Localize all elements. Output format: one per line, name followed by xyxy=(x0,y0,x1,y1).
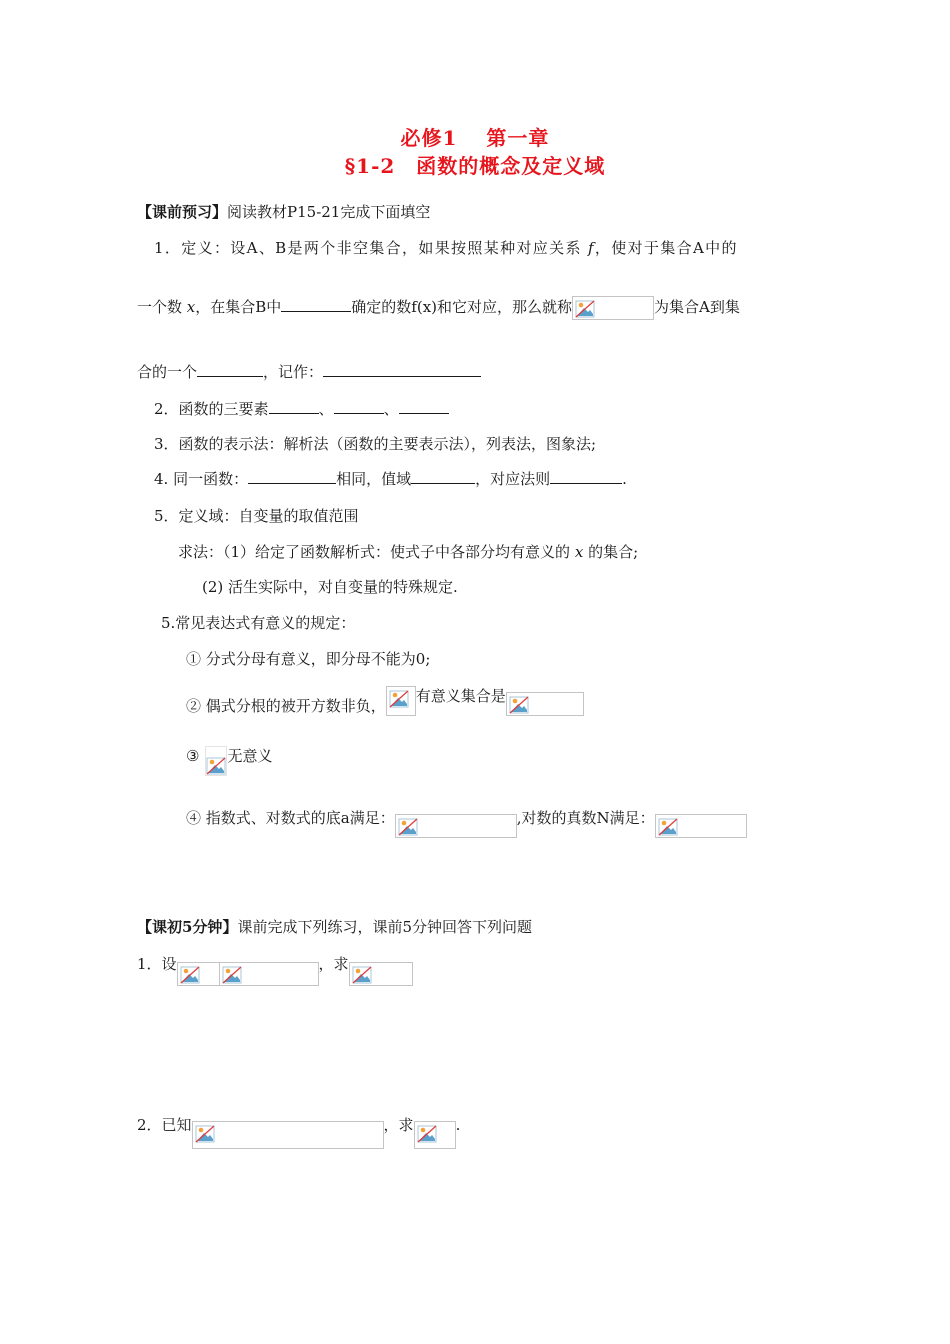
item4-text-a: 4. 同一函数： xyxy=(154,470,249,488)
q2-text-a: 2．已知 xyxy=(137,1116,192,1134)
blank-same-1[interactable] xyxy=(248,469,336,484)
method1-text-b: 的集合; xyxy=(588,543,639,561)
rule3-text-a: ③ xyxy=(186,747,200,765)
item1-text-d: ，在集合B中 xyxy=(195,298,282,316)
separator: 、 xyxy=(383,400,399,418)
formula-image xyxy=(655,814,747,838)
formula-image xyxy=(506,692,584,716)
title-line1: 必修1 第一章 xyxy=(400,126,550,150)
blank-element-1[interactable] xyxy=(269,399,319,414)
item1-text-b: ，使对于集合A中的 xyxy=(594,239,738,257)
blank-unique[interactable] xyxy=(281,297,351,312)
item1-text-e: 确定的数f(x)和它对应，那么就称 xyxy=(351,298,573,316)
separator: 、 xyxy=(318,400,334,418)
broken-image-icon xyxy=(658,818,678,836)
blank-notation[interactable] xyxy=(323,362,481,377)
rule3-text-b: 无意义 xyxy=(227,747,273,765)
formula-image xyxy=(192,1121,384,1149)
blank-rule[interactable] xyxy=(550,469,622,484)
formula-image xyxy=(414,1121,456,1149)
formula-image xyxy=(177,962,219,986)
q2-line xyxy=(137,1115,460,1149)
warmup-heading-line xyxy=(137,917,532,937)
item1-line3 xyxy=(137,362,481,382)
formula-image xyxy=(572,296,654,320)
item1-text-i: ，记作： xyxy=(263,363,324,381)
q1-text-a: 1．设 xyxy=(137,955,177,973)
q1-text-b: ，求 xyxy=(318,955,349,973)
preview-heading: 【课前预习】 xyxy=(137,203,228,221)
formula-image xyxy=(395,814,517,838)
item5b-line: 5.常见表达式有意义的规定： xyxy=(161,614,356,632)
item2-text: 2．函数的三要素 xyxy=(154,400,269,418)
warmup-intro: 课前完成下列练习，课前5分钟回答下列问题 xyxy=(237,918,532,936)
rule3-line xyxy=(186,746,272,776)
preview-intro: 阅读教材P15-21完成下面填空 xyxy=(227,203,431,221)
title-line2: §1-2 函数的概念及定义域 xyxy=(344,154,606,178)
broken-image-icon xyxy=(389,690,409,708)
preview-heading-line xyxy=(137,202,430,222)
rule2-line xyxy=(186,686,584,726)
broken-image-icon xyxy=(417,1125,437,1143)
item4-text-c: ，对应法则 xyxy=(475,470,551,488)
warmup-heading: 【课初5分钟】 xyxy=(137,918,238,936)
q1-line xyxy=(137,954,413,986)
item1-text-a: 1．定义：设A、B是两个非空集合，如果按照某种对应关系 xyxy=(154,239,582,257)
method1-line xyxy=(178,542,638,562)
blank-element-3[interactable] xyxy=(399,399,449,414)
formula-image xyxy=(386,686,416,716)
formula-image xyxy=(205,746,227,776)
item5-line: 5．定义域：自变量的取值范围 xyxy=(154,507,359,525)
item3-line: 3．函数的表示法：解析法（函数的主要表示法），列表法，图象法; xyxy=(154,435,597,453)
broken-image-icon xyxy=(575,300,595,318)
broken-image-icon xyxy=(195,1125,215,1143)
blank-mapping[interactable] xyxy=(197,362,263,377)
broken-image-icon xyxy=(352,966,372,984)
broken-image-icon xyxy=(180,966,200,984)
item1-line1 xyxy=(154,238,738,258)
broken-image-icon xyxy=(222,966,242,984)
rule2-text-b: 有意义集合是 xyxy=(415,687,506,705)
rule4-line xyxy=(186,808,747,838)
q2-text-c: . xyxy=(455,1116,461,1134)
item1-text-g: 为集合A到集 xyxy=(654,298,740,316)
method1-text-a: 求法：（1）给定了函数解析式：使式子中各部分均有意义的 xyxy=(178,543,571,561)
item1-text-c: 一个数 xyxy=(137,298,183,316)
item1-x: x xyxy=(186,298,196,316)
method2-line: (2) 活生实际中，对自变量的特殊规定. xyxy=(202,578,458,596)
method1-x: x xyxy=(574,543,584,561)
broken-image-icon xyxy=(398,818,418,836)
rule4-text-a: ④ 指数式、对数式的底a满足： xyxy=(186,809,395,827)
formula-image xyxy=(349,962,413,986)
item1-text-h: 合的一个 xyxy=(137,363,198,381)
broken-image-icon xyxy=(206,757,226,775)
item2-line xyxy=(154,399,449,419)
blank-range[interactable] xyxy=(411,469,475,484)
q2-text-b: ，求 xyxy=(383,1116,414,1134)
item4-text-b: 相同，值域 xyxy=(336,470,412,488)
item4-text-d: . xyxy=(622,470,627,488)
broken-image-icon xyxy=(509,696,529,714)
rule1-line: ① 分式分母有意义，即分母不能为0; xyxy=(186,650,431,668)
formula-image xyxy=(219,962,319,986)
item4-line xyxy=(154,469,627,489)
item1-f: f xyxy=(587,239,595,257)
item1-line2 xyxy=(137,296,740,320)
rule2-text-a: ② 偶式分根的被开方数非负， xyxy=(186,697,386,715)
blank-element-2[interactable] xyxy=(334,399,384,414)
rule4-text-b: ,对数的真数N满足： xyxy=(516,809,655,827)
